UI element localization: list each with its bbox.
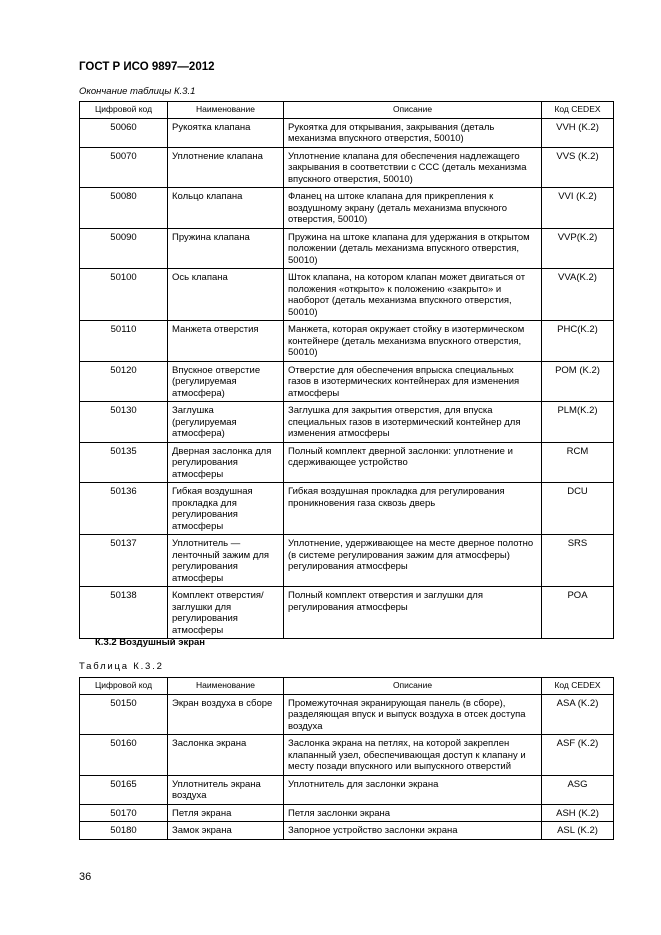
section-heading: К.3.2 Воздушный экран: [95, 637, 206, 648]
document-standard-title: ГОСТ Р ИСО 9897—2012: [79, 61, 215, 73]
table-row: [80, 402, 614, 443]
table-k31-continuation: [79, 101, 614, 639]
cedex-cell: POM (K.2): [542, 361, 614, 402]
cedex-cell: PHC(K.2): [542, 321, 614, 362]
page-number: 36: [79, 871, 92, 883]
header-cedex: Код CEDEX: [542, 102, 614, 119]
table1-caption: Окончание таблицы К.3.1: [79, 86, 196, 97]
cedex-cell: VVA(K.2): [542, 269, 614, 321]
name-cell: Рукоятка клапана: [168, 118, 284, 147]
code-cell: 50138: [80, 587, 168, 639]
description-cell: Пружина на штоке клапана для удержания в открытом положении (деталь механизма впускного отверстия, 50010): [284, 228, 542, 269]
header-cedex: Код CEDEX: [542, 678, 614, 695]
cedex-cell: ASG: [542, 775, 614, 804]
description-cell: Отверстие для обеспечения впрыска специальных газов в изотермических контейнерах для изменения атмосферы: [284, 361, 542, 402]
table-row: [80, 775, 614, 804]
code-cell: 50150: [80, 694, 168, 735]
description-cell: Рукоятка для открывания, закрывания (деталь механизма впускного отверстия, 50010): [284, 118, 542, 147]
table-header-row: [80, 102, 614, 119]
description-cell: Манжета, которая окружает стойку в изотермическом контейнере (деталь механизма впускного отверстия, 50010): [284, 321, 542, 362]
cedex-cell: VVS (K.2): [542, 147, 614, 188]
code-cell: 50136: [80, 483, 168, 535]
description-cell: Шток клапана, на котором клапан может двигаться от положения «открыто» к положению «закрыто» и наоборот (деталь механизма впускного отверстия, 50010): [284, 269, 542, 321]
header-code: Цифровой код: [80, 678, 168, 695]
description-cell: Фланец на штоке клапана для прикрепления к воздушному экрану (деталь механизма впускного отверстия, 50010): [284, 188, 542, 229]
table-row: [80, 147, 614, 188]
code-cell: 50170: [80, 804, 168, 822]
table-row: [80, 804, 614, 822]
name-cell: Петля экрана: [168, 804, 284, 822]
table-row: [80, 587, 614, 639]
name-cell: Ось клапана: [168, 269, 284, 321]
name-cell: Впускное отверстие (регулируемая атмосфера): [168, 361, 284, 402]
code-cell: 50135: [80, 442, 168, 483]
table-row: [80, 822, 614, 840]
table-row: [80, 694, 614, 735]
table-row: [80, 535, 614, 587]
code-cell: 50180: [80, 822, 168, 840]
description-cell: Гибкая воздушная прокладка для регулирования проникновения газа сквозь дверь: [284, 483, 542, 535]
description-cell: Промежуточная экранирующая панель (в сборе), разделяющая впуск и выпуск воздуха в отсек доступа воздуха: [284, 694, 542, 735]
code-cell: 50060: [80, 118, 168, 147]
name-cell: Пружина клапана: [168, 228, 284, 269]
name-cell: Уплотнение клапана: [168, 147, 284, 188]
table-row: [80, 735, 614, 776]
table2-caption: Таблица К.3.2: [79, 661, 164, 672]
code-cell: 50165: [80, 775, 168, 804]
cedex-cell: DCU: [542, 483, 614, 535]
code-cell: 50070: [80, 147, 168, 188]
cedex-cell: PLM(K.2): [542, 402, 614, 443]
table-row: [80, 483, 614, 535]
name-cell: Гибкая воздушная прокладка для регулирования атмосферы: [168, 483, 284, 535]
cedex-cell: RCM: [542, 442, 614, 483]
name-cell: Комплект отверстия/заглушки для регулирования атмосферы: [168, 587, 284, 639]
table-row: [80, 188, 614, 229]
code-cell: 50080: [80, 188, 168, 229]
name-cell: Манжета отверстия: [168, 321, 284, 362]
name-cell: Уплотнитель экрана воздуха: [168, 775, 284, 804]
description-cell: Уплотнение, удерживающее на месте дверное полотно (в системе регулирования зажим для атмосферы) регулирования атмосферы: [284, 535, 542, 587]
code-cell: 50090: [80, 228, 168, 269]
header-description: Описание: [284, 678, 542, 695]
description-cell: Заглушка для закрытия отверстия, для впуска специальных газов в изотермический контейнер для изменения атмосферы: [284, 402, 542, 443]
code-cell: 50130: [80, 402, 168, 443]
table-row: [80, 321, 614, 362]
header-description: Описание: [284, 102, 542, 119]
description-cell: Петля заслонки экрана: [284, 804, 542, 822]
description-cell: Полный комплект дверной заслонки: уплотнение и сдерживающее устройство: [284, 442, 542, 483]
name-cell: Экран воздуха в сборе: [168, 694, 284, 735]
cedex-cell: VVI (K.2): [542, 188, 614, 229]
cedex-cell: ASL (K.2): [542, 822, 614, 840]
table-row: [80, 361, 614, 402]
table-header-row: [80, 678, 614, 695]
description-cell: Запорное устройство заслонки экрана: [284, 822, 542, 840]
name-cell: Заглушка (регулируемая атмосфера): [168, 402, 284, 443]
cedex-cell: POA: [542, 587, 614, 639]
table-k32: [79, 677, 614, 840]
code-cell: 50137: [80, 535, 168, 587]
code-cell: 50110: [80, 321, 168, 362]
header-code: Цифровой код: [80, 102, 168, 119]
cedex-cell: VVH (K.2): [542, 118, 614, 147]
name-cell: Кольцо клапана: [168, 188, 284, 229]
cedex-cell: ASF (K.2): [542, 735, 614, 776]
description-cell: Заслонка экрана на петлях, на которой закреплен клапанный узел, обеспечивающая доступ к клапану и месту позади впускного или выпускного отверстий: [284, 735, 542, 776]
table-row: [80, 269, 614, 321]
name-cell: Дверная заслонка для регулирования атмосферы: [168, 442, 284, 483]
header-name: Наименование: [168, 102, 284, 119]
description-cell: Полный комплект отверстия и заглушки для регулирования атмосферы: [284, 587, 542, 639]
code-cell: 50120: [80, 361, 168, 402]
cedex-cell: ASH (K.2): [542, 804, 614, 822]
cedex-cell: ASA (K.2): [542, 694, 614, 735]
code-cell: 50160: [80, 735, 168, 776]
table-row: [80, 442, 614, 483]
table-row: [80, 118, 614, 147]
name-cell: Уплотнитель — ленточный зажим для регулирования атмосферы: [168, 535, 284, 587]
table-row: [80, 228, 614, 269]
cedex-cell: VVP(K.2): [542, 228, 614, 269]
description-cell: Уплотнитель для заслонки экрана: [284, 775, 542, 804]
name-cell: Замок экрана: [168, 822, 284, 840]
description-cell: Уплотнение клапана для обеспечения надлежащего закрывания в соответствии с ССС (деталь механизма впускного отверстия, 50010): [284, 147, 542, 188]
header-name: Наименование: [168, 678, 284, 695]
name-cell: Заслонка экрана: [168, 735, 284, 776]
cedex-cell: SRS: [542, 535, 614, 587]
code-cell: 50100: [80, 269, 168, 321]
